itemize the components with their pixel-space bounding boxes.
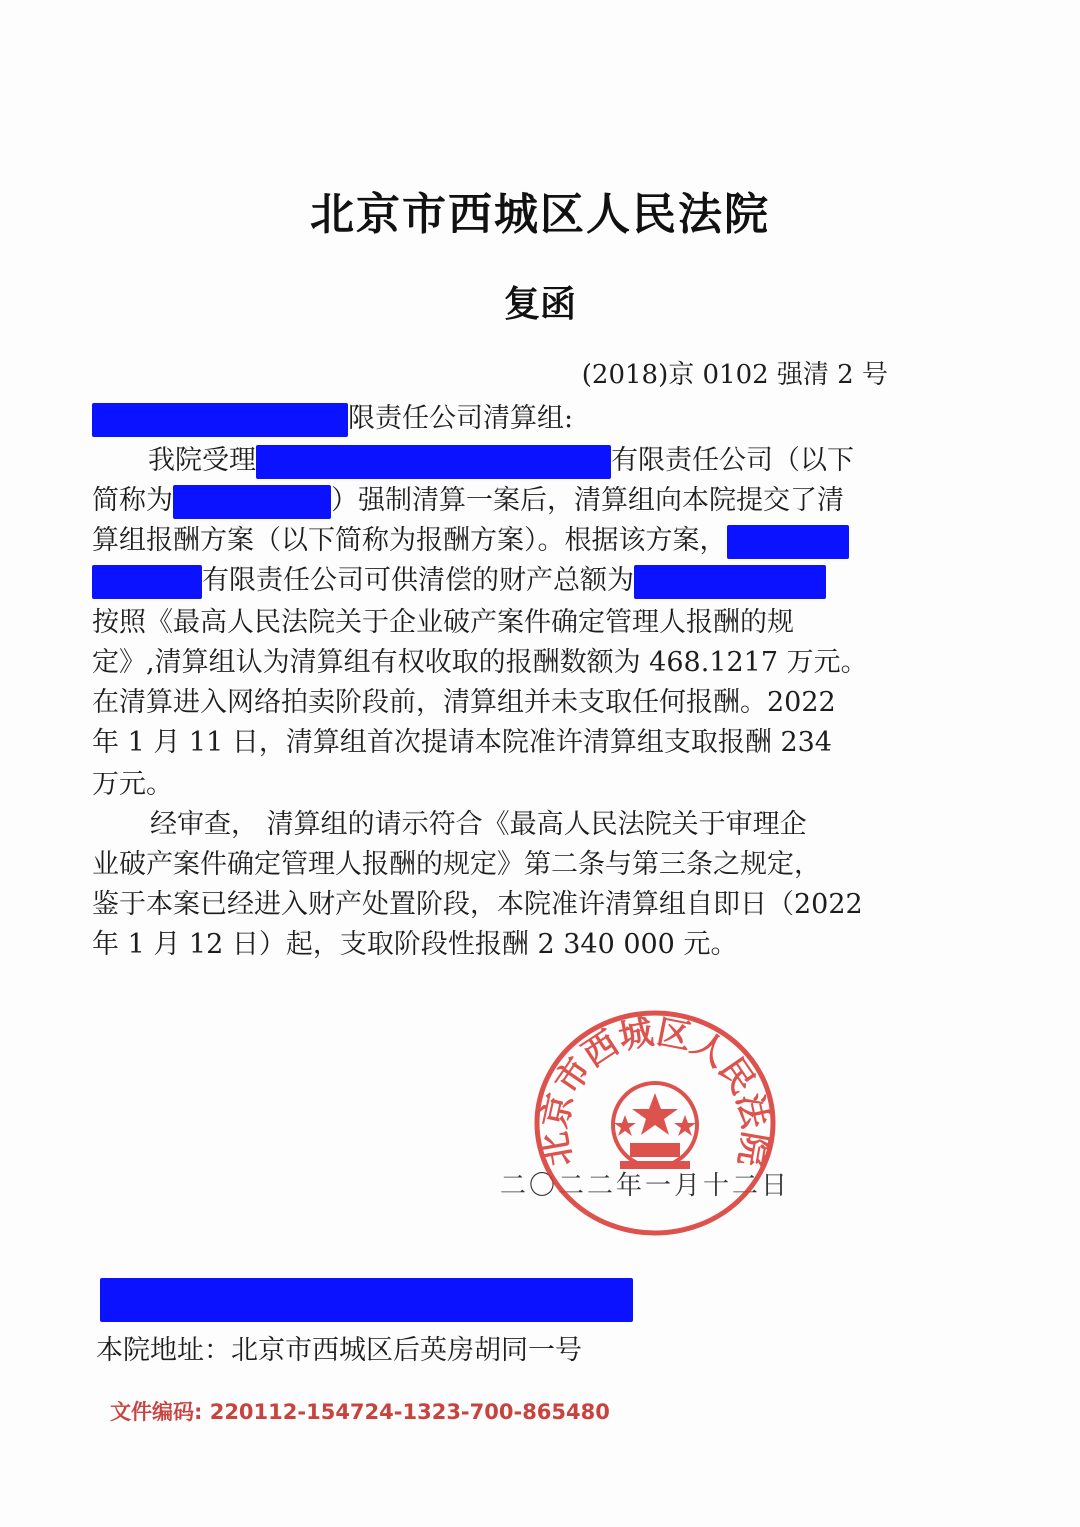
para1-line7: 在清算进入网络拍卖阶段前，清算组并未支取任何报酬。2022 [92, 687, 836, 718]
redaction-bar [173, 485, 331, 519]
para2-line2: 业破产案件确定管理人报酬的规定》第二条与第三条之规定， [92, 849, 821, 880]
para1-line1 [148, 438, 854, 479]
para1-line9: 万元。 [92, 769, 173, 800]
redaction-bar [92, 403, 348, 437]
redaction-bar [634, 565, 826, 599]
text: 有限责任公司（以下 [611, 445, 854, 476]
file-code: 文件编码: 220112-154724-1323-700-865480 [110, 1400, 610, 1424]
text: 我院受理 [148, 445, 256, 476]
case-number: (2018)京 0102 强清 2 号 [581, 360, 888, 390]
document-type: 复函 [503, 284, 576, 325]
para1-line4 [92, 558, 826, 599]
redaction-bar [727, 525, 849, 559]
svg-text:北京市西城区人民法院: 北京市西城区人民法院 [534, 1012, 776, 1170]
text: 算组报酬方案（以下简称为报酬方案）。根据该方案， [92, 525, 727, 556]
court-seal-icon [530, 1005, 780, 1240]
para1-line3 [92, 518, 849, 559]
para2-line3: 鉴于本案已经进入财产处置阶段，本院准许清算组自即日（2022 [92, 889, 863, 920]
para2-line4: 年 1 月 12 日）起，支取阶段性报酬 2 340 000 元。 [92, 929, 738, 960]
para2-line1: 经审查， 清算组的请示符合《最高人民法院关于审理企 [150, 809, 807, 840]
redaction-bar [92, 565, 202, 599]
court-address: 本院地址：北京市西城区后英房胡同一号 [96, 1335, 582, 1366]
text: ）强制清算一案后，清算组向本院提交了清 [331, 485, 844, 516]
text: 简称为 [92, 485, 173, 516]
redacted-line [100, 1278, 633, 1322]
addressee-line [92, 396, 573, 437]
signature-date: 二〇二二年一月十二日 [500, 1171, 791, 1201]
addressee-suffix: 限责任公司清算组: [348, 403, 574, 434]
redaction-bar [100, 1278, 633, 1322]
redaction-bar [256, 445, 611, 479]
para1-line2 [92, 478, 844, 519]
court-title: 北京市西城区人民法院 [310, 189, 770, 240]
para1-line8: 年 1 月 11 日，清算组首次提请本院准许清算组支取报酬 234 [92, 727, 832, 758]
para1-line6: 定》,清算组认为清算组有权收取的报酬数额为 468.1217 万元。 [92, 647, 868, 678]
para1-line5: 按照《最高人民法院关于企业破产案件确定管理人报酬的规 [92, 607, 794, 638]
text: 有限责任公司可供清偿的财产总额为 [202, 565, 634, 596]
